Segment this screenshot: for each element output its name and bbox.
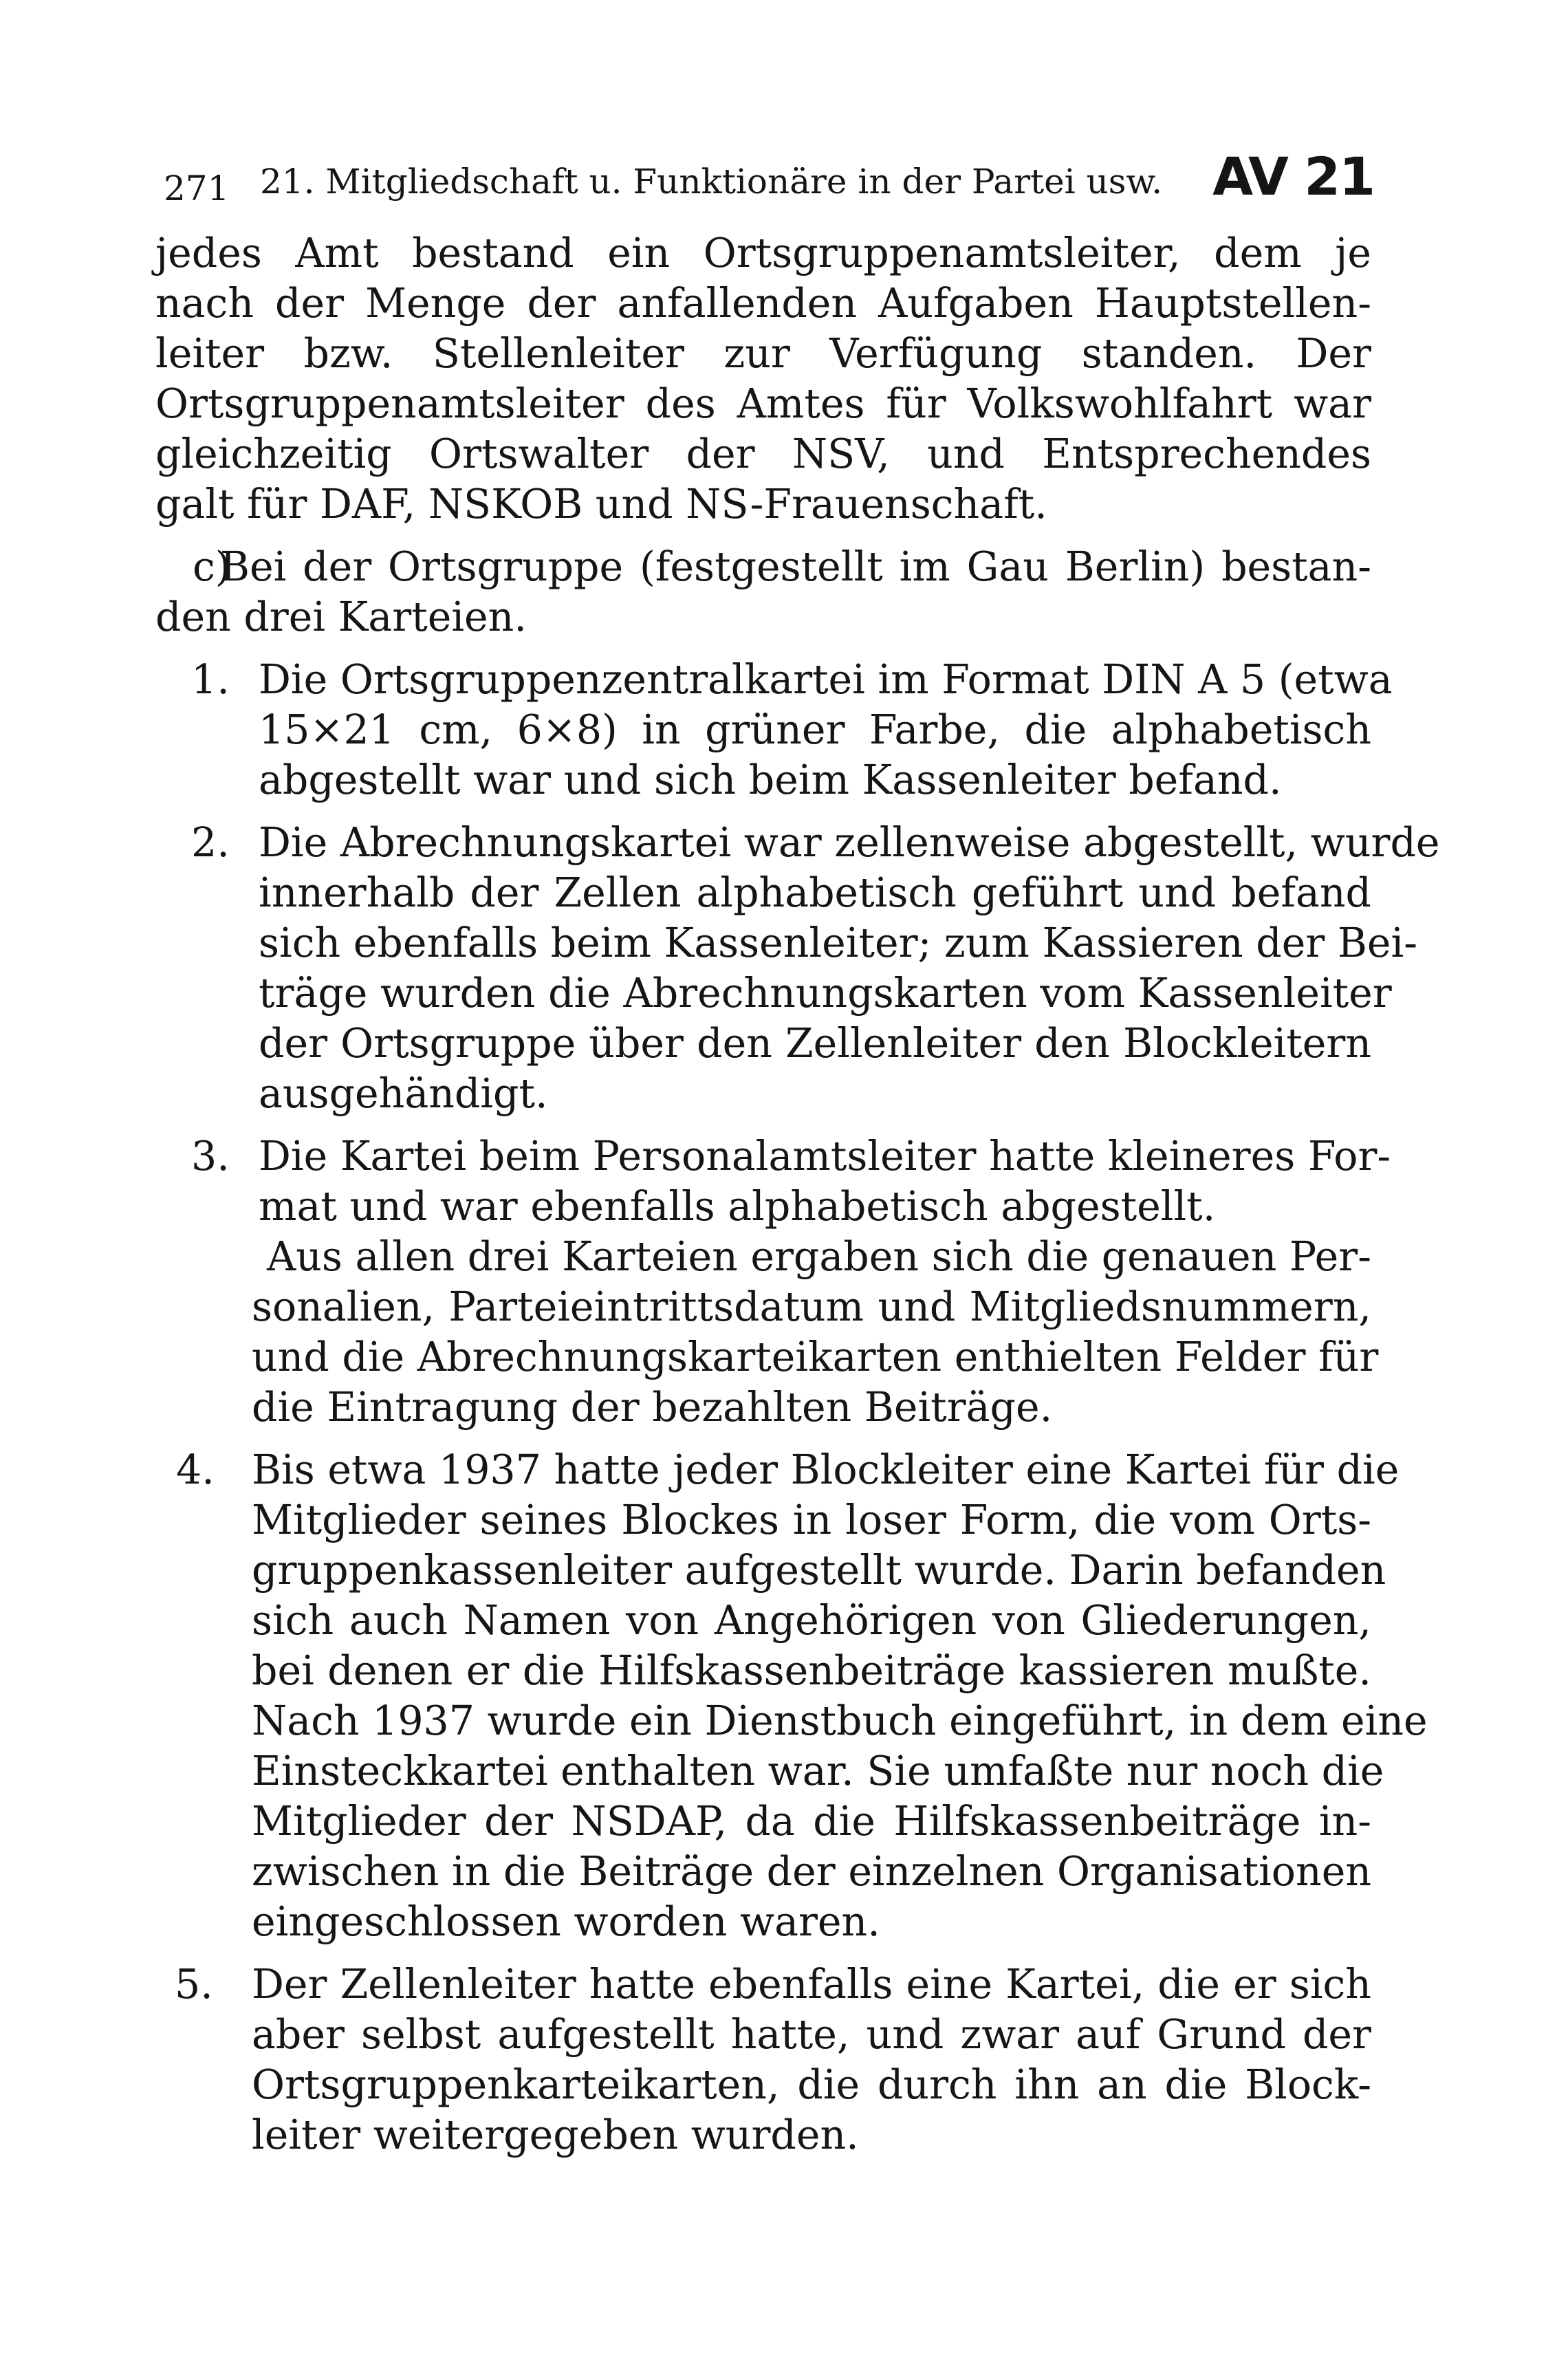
paragraph-line: innerhalb der Zellen alphabetisch geführt und befand [259, 869, 1371, 916]
intro-paragraph [155, 228, 1371, 530]
paragraph-line: sich auch Namen von Angehörigen von Gliederungen, [252, 1597, 1371, 1644]
paragraph-line: Die Ortsgruppenzentralkartei im Format DIN A 5 (etwa [259, 656, 1393, 703]
paragraph-line: Einsteckkartei enthalten war. Sie umfaßte nur noch die [252, 1748, 1384, 1794]
list-item-first-line [155, 655, 1393, 705]
list-item-number: 2. [191, 819, 230, 866]
list-item-first-line [155, 1445, 1400, 1495]
paragraph-line: ausgehändigt. [259, 1070, 548, 1117]
paragraph-line: Mitglieder seines Blockes in loser Form, die vom Orts- [252, 1497, 1371, 1543]
list-item-number: 4. [176, 1446, 215, 1493]
list-item-first-line [155, 1960, 1371, 2010]
paragraph-line: eingeschlossen worden waren. [252, 1898, 880, 1945]
paragraph-line: leiter bzw. Stellenleiter zur Verfügung standen. Der [155, 330, 1371, 377]
list-item-number: 3. [191, 1133, 230, 1180]
paragraph-line: bei denen er die Hilfskassenbeiträge kassieren mußte. [252, 1647, 1371, 1694]
paragraph-line: gleichzeitig Ortswalter der NSV, und Entsprechendes [155, 431, 1371, 477]
list-item-3 [155, 1131, 1391, 1433]
paragraph-line: Aus allen drei Karteien ergaben sich die genauen Per- [267, 1233, 1372, 1280]
list-item-5 [155, 1960, 1371, 2160]
list-item-number: 5. [175, 1961, 213, 2008]
paragraph-line: 15×21 cm, 6×8) in grüner Farbe, die alphabetisch [259, 706, 1371, 753]
page-header [164, 144, 1374, 220]
list-item-first-line [155, 1131, 1391, 1182]
paragraph-line: Ortsgruppenamtsleiter des Amtes für Volkswohlfahrt war [155, 380, 1371, 427]
paragraph-line: aber selbst aufgestellt hatte, und zwar auf Grund der [252, 2011, 1371, 2058]
paragraph-line: Bis etwa 1937 hatte jeder Blockleiter eine Kartei für die [252, 1446, 1400, 1493]
paragraph-gap [155, 1119, 1371, 1131]
running-title: 21. Mitgliedschaft u. Funktionäre in der Partei usw. [260, 162, 1163, 202]
list-item-2 [155, 818, 1440, 1119]
list-item-1 [155, 655, 1393, 805]
paragraph-line: der Ortsgruppe über den Zellenleiter den Blockleitern [259, 1020, 1371, 1067]
paragraph-line: die Eintragung der bezahlten Beiträge. [252, 1384, 1053, 1431]
paragraph-line: den drei Karteien. [155, 594, 527, 640]
paragraph-gap [155, 530, 1371, 542]
list-item-first-line [155, 818, 1440, 868]
paragraph-gap [155, 642, 1371, 655]
paragraph-line: sonalien, Parteieintrittsdatum und Mitgliedsnummern, [252, 1283, 1371, 1330]
paragraph-line: nach der Menge der anfallenden Aufgaben Hauptstellen- [155, 280, 1371, 327]
paragraph-line: Nach 1937 wurde ein Dienstbuch eingeführt, in dem eine [252, 1697, 1428, 1744]
section-code: AV 21 [1212, 146, 1374, 207]
paragraph-gap [155, 1947, 1371, 1960]
paragraph-line: Der Zellenleiter hatte ebenfalls eine Kartei, die er sich [252, 1961, 1371, 2008]
paragraph-line: abgestellt war und sich beim Kassenleiter befand. [259, 757, 1282, 803]
paragraph-line: gruppenkassenleiter aufgestellt wurde. Darin befanden [252, 1547, 1386, 1594]
page-number: 271 [164, 169, 230, 208]
paragraph-line: leiter weitergegeben wurden. [252, 2112, 859, 2158]
paragraph-line: Bei der Ortsgruppe (festgestellt im Gau Berlin) bestan- [220, 543, 1371, 590]
paragraph-line: sich ebenfalls beim Kassenleiter; zum Kassieren der Bei- [259, 920, 1417, 966]
section-c [155, 542, 1371, 642]
paragraph-line: jedes Amt bestand ein Ortsgruppenamtsleiter, dem je [155, 230, 1371, 276]
paragraph-line: träge wurden die Abrechnungskarten vom Kassenleiter [259, 970, 1392, 1017]
paragraph-gap [155, 805, 1371, 818]
list-item-4 [155, 1445, 1428, 1947]
section-c-first-line [155, 542, 1371, 592]
paragraph-gap [155, 1433, 1371, 1445]
paragraph-line: Die Abrechnungskartei war zellenweise abgestellt, wurde [259, 819, 1440, 866]
paragraph-line: zwischen in die Beiträge der einzelnen Organisationen [252, 1848, 1371, 1895]
paragraph-line: Ortsgruppenkarteikarten, die durch ihn an die Block- [252, 2061, 1371, 2108]
paragraph-line: Die Kartei beim Personalamtsleiter hatte kleineres For- [259, 1133, 1391, 1180]
list-item-number: 1. [191, 656, 230, 703]
document-body [155, 228, 1440, 2160]
paragraph-line: Mitglieder der NSDAP, da die Hilfskassenbeiträge in- [252, 1798, 1371, 1845]
section-c-marker: c) [193, 543, 231, 590]
paragraph-line: mat und war ebenfalls alphabetisch abgestellt. [259, 1183, 1216, 1230]
paragraph-line: galt für DAF, NSKOB und NS-Frauenschaft. [155, 481, 1047, 528]
paragraph-line: und die Abrechnungskarteikarten enthielten Felder für [252, 1334, 1379, 1380]
